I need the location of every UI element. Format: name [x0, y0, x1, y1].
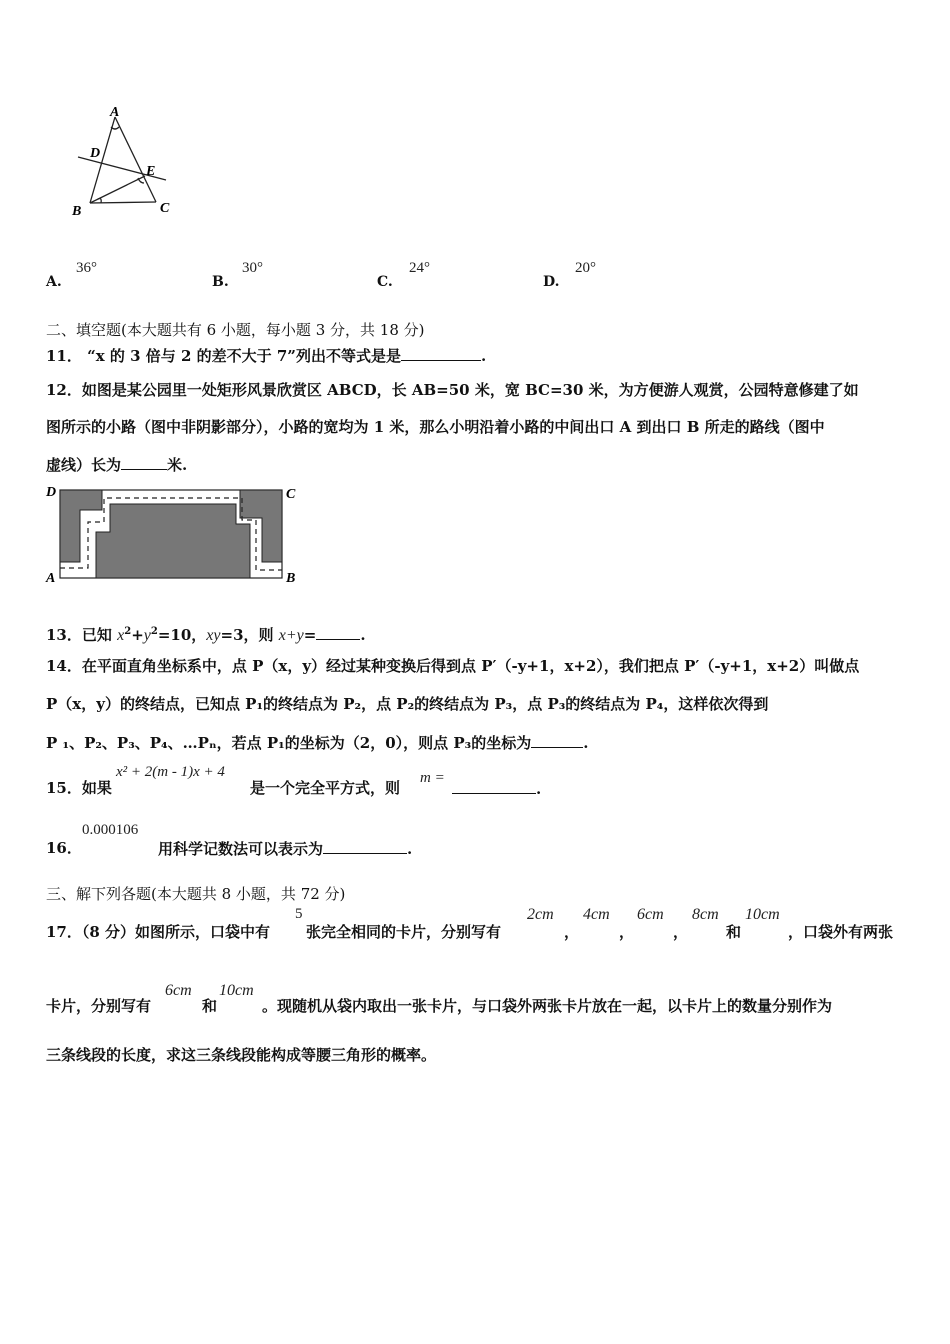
label-d: D	[90, 146, 101, 161]
question-13: 13．已知 $x^2+y^2=10$，xy=3，则 x+y= .	[46, 626, 366, 644]
and-word-2: 和	[202, 997, 218, 1015]
outside-card-1: 6cm	[165, 982, 192, 999]
label-b: B	[286, 571, 296, 586]
separator-2: ，	[619, 923, 635, 941]
question-14-line-3: P ₁、P₂、P₃、P₄、…Pₙ，若点 P₁的坐标为（2，0），则点 P₃的坐标为 .	[46, 734, 589, 752]
triangle-figure	[68, 105, 198, 220]
answer-blank	[531, 732, 583, 748]
outside-card-2: 10cm	[219, 982, 254, 999]
answer-blank	[121, 454, 167, 470]
shaded-region-center	[96, 504, 250, 578]
question-17-intro: 17．（8 分）如图所示，口袋中有	[46, 923, 271, 941]
side-bc	[90, 202, 156, 203]
park-path-figure	[40, 482, 305, 586]
question-17-line-2b: 。现随机从袋内取出一张卡片，与口袋外两张卡片放在一起，以卡片上的数量分别作为	[262, 997, 833, 1015]
card-value-2: 4cm	[583, 906, 610, 923]
label-d: D	[46, 485, 57, 500]
and-word: 和	[726, 923, 742, 941]
question-14-line-2: P（x，y）的终结点，已知点 P₁的终结点为 P₂，点 P₂的终结点为 P₃，点 P₃的终结点为 P₄，这样依次得到	[46, 695, 769, 713]
answer-blank	[323, 838, 407, 854]
section-2-title: 二、填空题(本大题共有 6 小题，每小题 3 分，共 18 分)	[46, 321, 425, 339]
decimal-value: 0.000106	[82, 822, 139, 838]
question-17-text: 张完全相同的卡片，分别写有	[306, 923, 502, 941]
quadratic-expression: x² + 2(m - 1)x + 4	[116, 764, 225, 780]
question-16-text: 用科学记数法可以表示为 .	[158, 840, 413, 858]
section-3-title: 三、解下列各题(本大题共 8 小题，共 72 分)	[46, 885, 346, 903]
side-ac	[115, 117, 156, 202]
label-a: A	[110, 105, 120, 120]
question-17-line-2a: 卡片，分别写有	[46, 997, 152, 1015]
angle-a-mark	[111, 127, 119, 129]
question-15-label: 15．如果	[46, 779, 112, 797]
label-e: E	[146, 164, 156, 179]
question-12-line-3: 虚线）长为 米.	[46, 456, 188, 474]
question-12-line-1: 12．如图是某公园里一处矩形风景欣赏区 ABCD，长 AB=50 米，宽 BC=30 米，为方便游人观赏，公园特意修建了如	[46, 381, 859, 399]
label-c: C	[286, 487, 296, 502]
question-11: 11． “x 的 3 倍与 2 的差不大于 7”列出不等式是是 .	[46, 347, 487, 365]
separator-1: ，	[564, 923, 580, 941]
card-value-3: 6cm	[637, 906, 664, 923]
label-a: A	[46, 571, 56, 586]
card-count: 5	[295, 906, 303, 922]
question-15-text: 是一个完全平方式，则	[250, 779, 401, 797]
answer-blank	[401, 345, 481, 361]
separator-3: ，	[673, 923, 689, 941]
question-16-label: 16．	[46, 839, 82, 857]
label-c: C	[160, 201, 170, 216]
card-value-5: 10cm	[745, 906, 780, 923]
card-value-1: 2cm	[527, 906, 554, 923]
answer-blank	[452, 778, 536, 794]
variable-m: m =	[420, 770, 445, 786]
angle-e-mark	[138, 178, 144, 183]
question-15-answer: .	[452, 778, 541, 799]
card-value-4: 8cm	[692, 906, 719, 923]
question-14-line-1: 14．在平面直角坐标系中，点 P（x，y）经过某种变换后得到点 P′（-y+1，x+2），我们把点 P′（-y+1，x+2）叫做点	[46, 657, 860, 675]
label-b: B	[72, 204, 82, 219]
question-12-line-2: 图所示的小路（图中非阴影部分），小路的宽均为 1 米，那么小明沿着小路的中间出口 A 到出口 B 所走的路线（图中	[46, 418, 825, 436]
question-17-line-3: 三条线段的长度，求这三条线段能构成等腰三角形的概率。	[46, 1046, 437, 1064]
answer-blank	[316, 624, 360, 640]
question-17-outside: ，口袋外有两张	[788, 923, 894, 941]
